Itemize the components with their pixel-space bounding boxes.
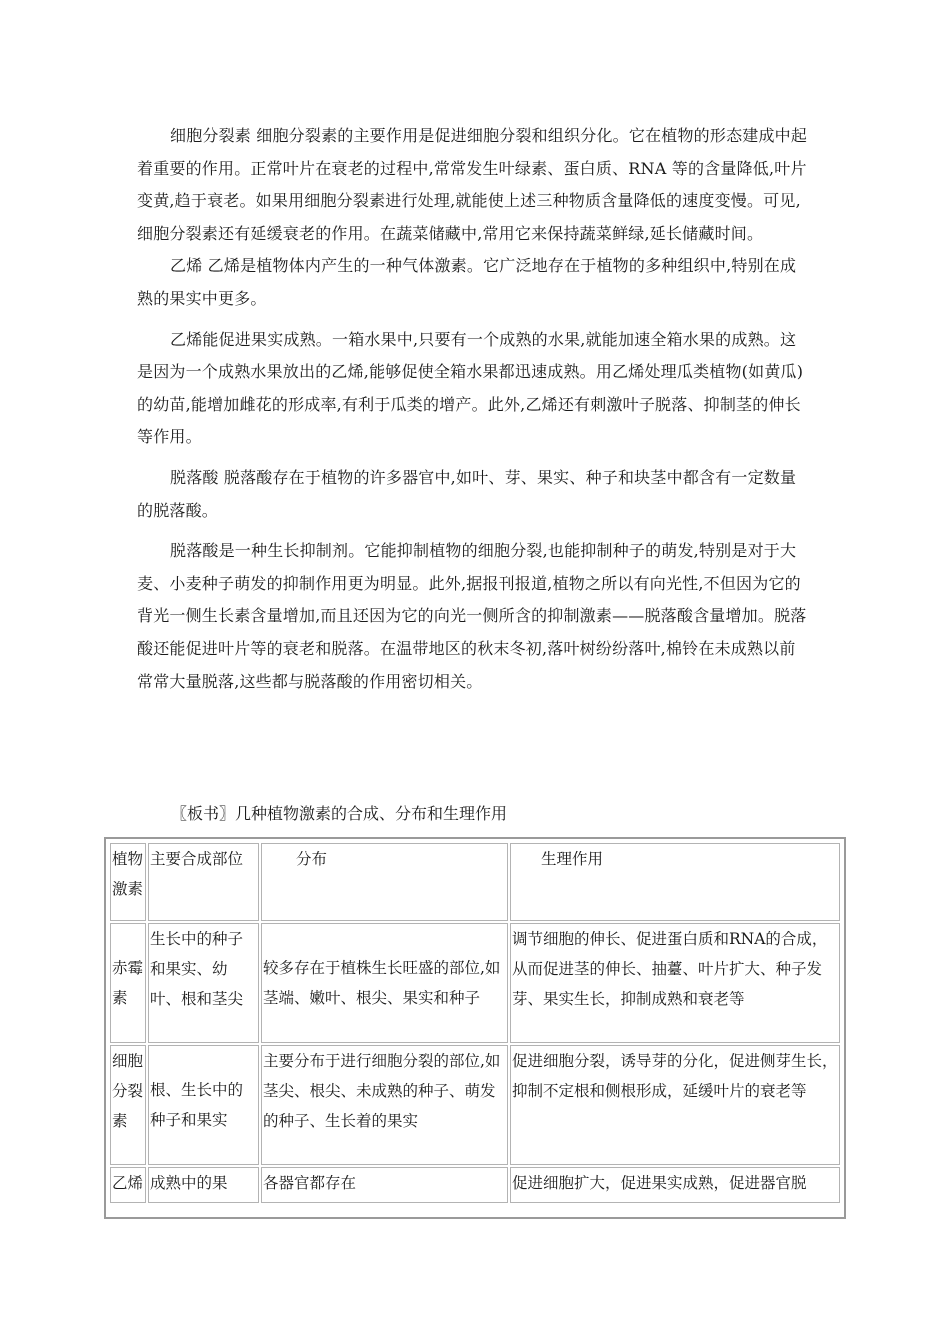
- header-hormone: 植物激素: [110, 843, 146, 921]
- table-cell: 赤霉素: [110, 923, 146, 1043]
- paragraph-cytokinin: 细胞分裂素 细胞分裂素的主要作用是促进细胞分裂和组织分化。它在植物的形态建成中起着重要的作用。正常叶片在衰老的过程中,常常发生叶绿素、蛋白质、RNA 等的含量降低,叶片变黄,趋于衰老。如果用细胞分裂素进行处理,就能使上述三种物质含量降低的速度变慢。可见,细胞分裂素还有延缓衰老的作用。在蔬菜储藏中,常用它来保持蔬菜鲜绿,延长储藏时间。: [137, 126, 808, 243]
- table-row: [110, 923, 840, 1043]
- table-cell: 根、生长中的种子和果实: [148, 1045, 259, 1165]
- body-text: [137, 120, 809, 698]
- table-cell: 主要分布于进行细胞分裂的部位,如茎尖、根尖、未成熟的种子、萌发的种子、生长着的果实: [261, 1045, 508, 1165]
- table-cell: 促进细胞分裂，诱导芽的分化，促进侧芽生长，抑制不定根和侧根形成，延缓叶片的衰老等: [510, 1045, 840, 1165]
- hormone-table-frame: [104, 837, 846, 1219]
- table-row: [110, 1045, 840, 1165]
- header-physiological-role: 生理作用: [510, 843, 840, 921]
- header-distribution: 分布: [261, 843, 508, 921]
- table-cell: 调节细胞的伸长、促进蛋白质和RNA的合成，从而促进茎的伸长、抽薹、叶片扩大、种子发芽、果实生长，抑制成熟和衰老等: [510, 923, 840, 1043]
- table-cell: 细胞分裂素: [110, 1045, 146, 1165]
- table-cell: 较多存在于植株生长旺盛的部位,如茎端、嫩叶、根尖、果实和种子: [261, 923, 508, 1043]
- table-cell: 促进细胞扩大，促进果实成熟，促进器官脱: [510, 1167, 840, 1203]
- table-row: [110, 1167, 840, 1203]
- header-synthesis-site: 主要合成部位: [148, 843, 259, 921]
- paragraph-abscisic-intro: 脱落酸 脱落酸存在于植物的许多器官中,如叶、芽、果实、种子和块茎中都含有一定数量的脱落酸。: [137, 467, 797, 520]
- table-cell: 生长中的种子和果实、幼叶、根和茎尖: [148, 923, 259, 1043]
- table-cell: 各器官都存在: [261, 1167, 508, 1203]
- paragraph-ethylene-intro: 乙烯 乙烯是植物体内产生的一种气体激素。它广泛地存在于植物的多种组织中,特别在成熟的果实中更多。: [137, 256, 797, 308]
- table-cell: 乙烯: [110, 1167, 146, 1203]
- paragraph-ethylene-function: 乙烯能促进果实成熟。一箱水果中,只要有一个成熟的水果,就能加速全箱水果的成熟。这是因为一个成熟水果放出的乙烯,能够促使全箱水果都迅速成熟。用乙烯处理瓜类植物(如黄瓜)的幼苗,能增加雌花的形成率,有利于瓜类的增产。此外,乙烯还有刺激叶子脱落、抑制茎的伸长等作用。: [137, 329, 804, 447]
- table-header-row: [110, 843, 840, 921]
- hormone-table: [108, 841, 842, 1205]
- table-cell: 成熟中的果: [148, 1167, 259, 1203]
- paragraph-abscisic-function: 脱落酸是一种生长抑制剂。它能抑制植物的细胞分裂,也能抑制种子的萌发,特别是对于大麦、小麦种子萌发的抑制作用更为明显。此外,据报刊报道,植物之所以有向光性,不但因为它的背光一侧生长素含量增加,而且还因为它的向光一侧所含的抑制激素——脱落酸含量增加。脱落酸还能促进叶片等的衰老和脱落。在温带地区的秋末冬初,落叶树纷纷落叶,棉铃在未成熟以前常常大量脱落,这些都与脱落酸的作用密切相关。: [137, 541, 807, 691]
- table-caption: 〖板书〗几种植物激素的合成、分布和生理作用: [171, 804, 508, 823]
